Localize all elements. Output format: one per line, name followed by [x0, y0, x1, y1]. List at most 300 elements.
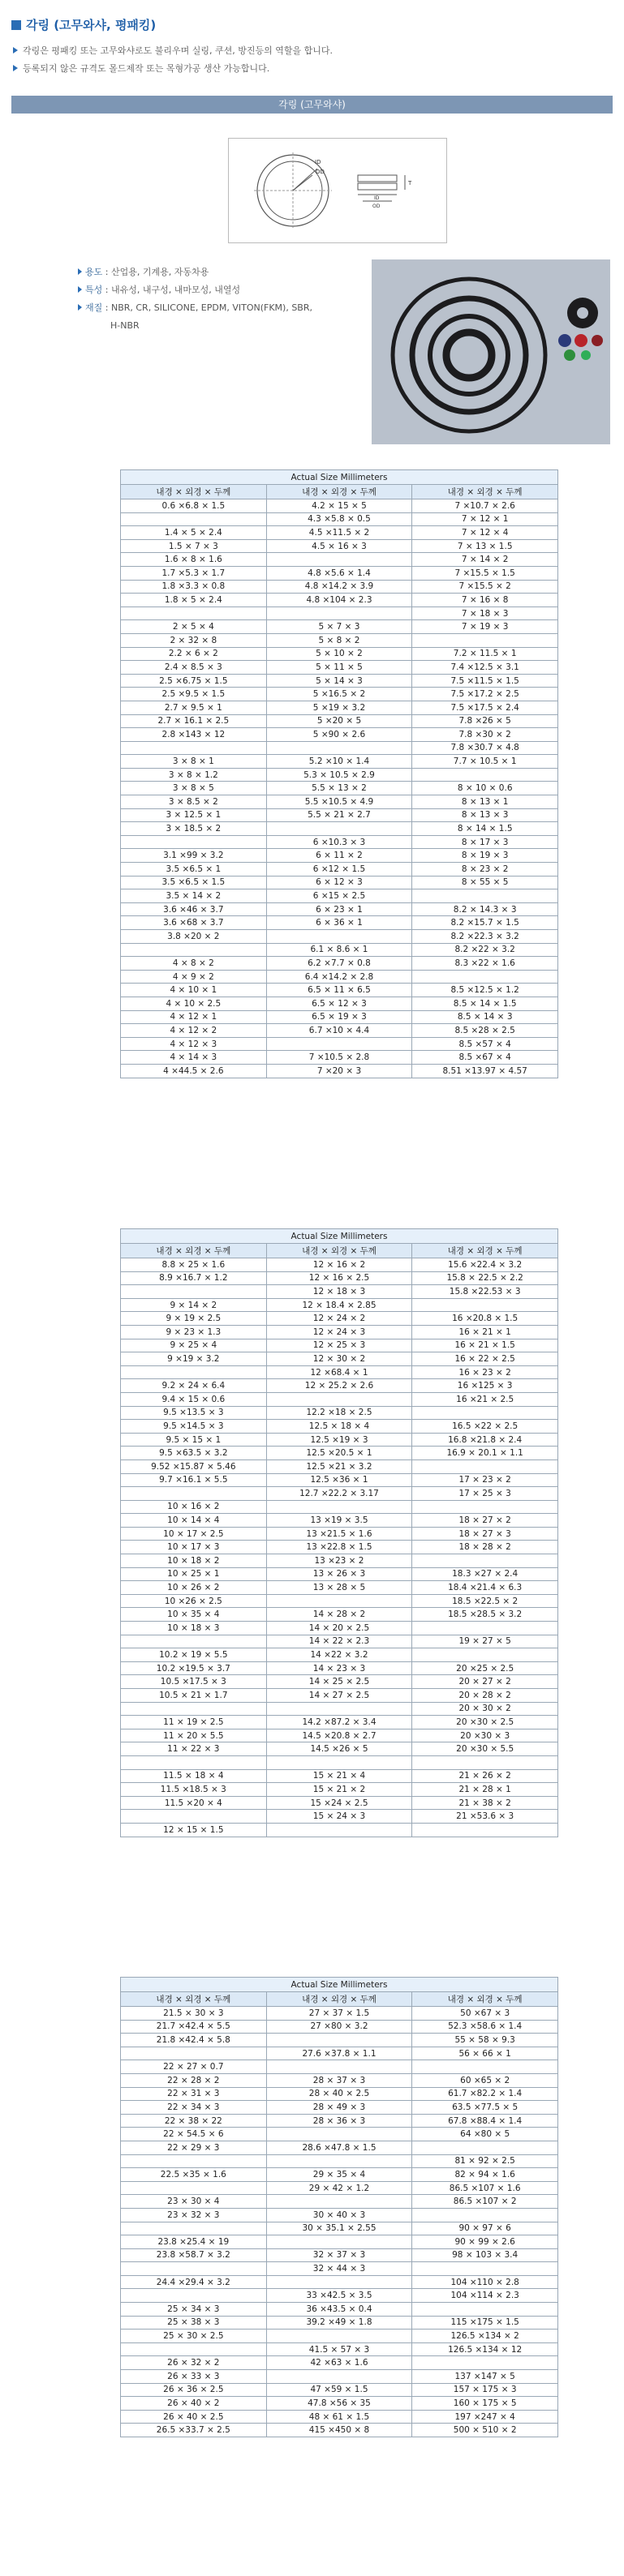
table-cell: 5 × 8 × 2	[266, 633, 412, 647]
table-cell: 3 × 8 × 5	[121, 782, 267, 795]
table-cell: 10 × 18 × 3	[121, 1622, 267, 1635]
table-cell: 6 × 11 × 2	[266, 849, 412, 863]
table-cell: 4 × 9 × 2	[121, 970, 267, 984]
table-cell	[121, 943, 267, 957]
table-row	[121, 1594, 558, 1608]
table-cell: 10.5 ×17.5 × 3	[121, 1675, 267, 1689]
table-cell: 5 × 14 × 3	[266, 674, 412, 688]
table-cell: 23 × 32 × 3	[121, 2208, 267, 2222]
spec-list	[78, 264, 312, 335]
table-row	[121, 1810, 558, 1824]
table-cell: 26 × 33 × 3	[121, 2370, 267, 2384]
table-cell: 14 × 27 × 2.5	[266, 1689, 412, 1703]
table-cell: 20 ×30 × 2.5	[412, 1716, 558, 1729]
table-cell: 22 × 54.5 × 6	[121, 2128, 267, 2141]
table-cell: 18 × 27 × 2	[412, 1514, 558, 1528]
table-cell	[266, 2370, 412, 2384]
table-row	[121, 2087, 558, 2101]
table-row	[121, 1420, 558, 1434]
table-caption: Actual Size Millimeters	[121, 1229, 558, 1244]
table-cell: 22 × 31 × 3	[121, 2087, 267, 2101]
table-row	[121, 1702, 558, 1716]
table-cell: 6.5 × 19 × 3	[266, 1010, 412, 1024]
table-cell: 8.5 ×67 × 4	[412, 1051, 558, 1065]
table-cell: 20 ×30 × 3	[412, 1729, 558, 1742]
table-row	[121, 2034, 558, 2047]
table-row	[121, 1406, 558, 1420]
table-row	[121, 768, 558, 782]
table-cell: 22 × 34 × 3	[121, 2101, 267, 2115]
table-cell: 5 ×90 × 2.6	[266, 728, 412, 742]
table-cell: 25 × 38 × 3	[121, 2316, 267, 2330]
table-cell: 11.5 × 18 × 4	[121, 1769, 267, 1783]
table-cell: 25 × 30 × 2.5	[121, 2330, 267, 2343]
table-cell: 8 × 10 × 0.6	[412, 782, 558, 795]
diagram-label-od: OD	[316, 169, 325, 175]
table-cell: 3.5 × 14 × 2	[121, 889, 267, 903]
table-cell: 6 ×15 × 2.5	[266, 889, 412, 903]
column-header: 내경 × 외경 × 두께	[412, 1244, 558, 1258]
table-cell: 10.2 × 19 × 5.5	[121, 1648, 267, 1662]
table-cell	[412, 1298, 558, 1312]
table-cell: 2 × 32 × 8	[121, 633, 267, 647]
table-row	[121, 661, 558, 675]
table-row	[121, 970, 558, 984]
table-cell: 50 ×67 × 3	[412, 2007, 558, 2021]
diagram-label-t: T	[408, 180, 412, 186]
table-row	[121, 943, 558, 957]
spec-item: 재질 : NBR, CR, SILICONE, EPDM, VITON(FKM), SBR,	[78, 299, 312, 317]
table-row	[121, 1024, 558, 1038]
table-row	[121, 1051, 558, 1065]
table-cell	[266, 1702, 412, 1716]
table-cell: 48 × 61 × 1.5	[266, 2410, 412, 2424]
table-cell: 7.8 ×30 × 2	[412, 728, 558, 742]
table-cell: 1.5 × 7 × 3	[121, 539, 267, 553]
table-cell: 18.4 ×21.4 × 6.3	[412, 1581, 558, 1595]
table-row	[121, 2330, 558, 2343]
table-cell: 5.5 ×10.5 × 4.9	[266, 795, 412, 809]
table-cell	[266, 822, 412, 836]
table-cell: 500 × 510 × 2	[412, 2424, 558, 2437]
table-row	[121, 2141, 558, 2154]
table-cell: 9.5 ×13.5 × 3	[121, 1406, 267, 1420]
table-cell	[121, 1755, 267, 1769]
table-row	[121, 2195, 558, 2209]
table-cell: 6.4 ×14.2 × 2.8	[266, 970, 412, 984]
table-cell: 15.8 ×22.53 × 3	[412, 1285, 558, 1299]
table-cell	[121, 2154, 267, 2168]
page-title-text: 각링 (고무와샤, 평패킹)	[26, 18, 157, 32]
table-row	[121, 1064, 558, 1078]
table-row	[121, 2154, 558, 2168]
table-cell: 15 ×24 × 2.5	[266, 1796, 412, 1810]
table-cell: 24.4 ×29.4 × 3.2	[121, 2275, 267, 2289]
table-row	[121, 1433, 558, 1447]
table-cell: 10.2 ×19.5 × 3.7	[121, 1661, 267, 1675]
table-cell: 86.5 ×107 × 1.6	[412, 2181, 558, 2195]
table-cell	[121, 606, 267, 620]
table-cell: 28 × 40 × 2.5	[266, 2087, 412, 2101]
table-cell: 6 ×10.3 × 3	[266, 835, 412, 849]
table-cell: 14.2 ×87.2 × 3.4	[266, 1716, 412, 1729]
table-cell: 27 × 37 × 1.5	[266, 2007, 412, 2021]
table-cell: 6 × 23 × 1	[266, 902, 412, 916]
table-cell: 20 × 27 × 2	[412, 1675, 558, 1689]
table-cell: 41.5 × 57 × 3	[266, 2342, 412, 2356]
table-cell: 3 × 8.5 × 2	[121, 795, 267, 809]
table-cell: 12 × 24 × 2	[266, 1312, 412, 1326]
table-cell: 5.5 × 21 × 2.7	[266, 808, 412, 822]
table-cell: 4.8 ×104 × 2.3	[266, 594, 412, 607]
table-row	[121, 1541, 558, 1554]
table-cell: 7 × 12 × 1	[412, 512, 558, 526]
table-row	[121, 1554, 558, 1568]
table-cell: 11.5 ×18.5 × 3	[121, 1783, 267, 1797]
table-cell: 67.8 ×88.4 × 1.4	[412, 2114, 558, 2128]
column-header: 내경 × 외경 × 두께	[121, 1992, 267, 2007]
intro-notes	[13, 42, 333, 78]
table-cell: 12 × 16 × 2	[266, 1258, 412, 1272]
table-cell: 10 × 17 × 2.5	[121, 1527, 267, 1541]
table-cell	[266, 2195, 412, 2209]
table-cell	[412, 1500, 558, 1514]
table-row	[121, 1581, 558, 1595]
table-cell: 52.3 ×58.6 × 1.4	[412, 2020, 558, 2034]
table-cell: 21.5 × 30 × 3	[121, 2007, 267, 2021]
table-cell: 29 × 42 × 1.2	[266, 2181, 412, 2195]
table-cell: 16 ×125 × 3	[412, 1379, 558, 1393]
table-cell: 10.5 × 21 × 1.7	[121, 1689, 267, 1703]
table-cell: 160 × 175 × 5	[412, 2397, 558, 2411]
table-cell: 6 × 36 × 1	[266, 916, 412, 930]
table-cell: 21.7 ×42.4 × 5.5	[121, 2020, 267, 2034]
table-row	[121, 2101, 558, 2115]
table-cell: 13 × 26 × 3	[266, 1567, 412, 1581]
table-row	[121, 1339, 558, 1352]
table-cell: 3.5 ×6.5 × 1.5	[121, 876, 267, 889]
table-cell: 32 × 44 × 3	[266, 2262, 412, 2276]
table-cell: 7 × 12 × 4	[412, 526, 558, 540]
table-cell: 115 ×175 × 1.5	[412, 2316, 558, 2330]
table-cell: 3.1 ×99 × 3.2	[121, 849, 267, 863]
table-row	[121, 2370, 558, 2384]
table-row	[121, 714, 558, 728]
table-cell: 12.2 ×18 × 2.5	[266, 1406, 412, 1420]
table-cell: 7 × 18 × 3	[412, 606, 558, 620]
table-cell	[121, 2289, 267, 2303]
table-cell: 6 × 12 × 3	[266, 876, 412, 889]
table-cell: 12.5 × 18 × 4	[266, 1420, 412, 1434]
table-cell: 4 × 8 × 2	[121, 957, 267, 971]
table-cell: 3.8 ×20 × 2	[121, 930, 267, 944]
table-row	[121, 2303, 558, 2317]
table-header-row	[121, 1244, 558, 1258]
table-cell: 3.6 ×68 × 3.7	[121, 916, 267, 930]
table-row	[121, 957, 558, 971]
table-row	[121, 849, 558, 863]
table-row	[121, 1010, 558, 1024]
table-row	[121, 1473, 558, 1487]
table-row	[121, 1567, 558, 1581]
table-row	[121, 539, 558, 553]
table-cell: 11.5 ×20 × 4	[121, 1796, 267, 1810]
table-header-row	[121, 1992, 558, 2007]
table-cell: 33 ×42.5 × 3.5	[266, 2289, 412, 2303]
table-cell: 12 × 25 × 3	[266, 1339, 412, 1352]
table-cell: 9.7 ×16.1 × 5.5	[121, 1473, 267, 1487]
spec-item-continued: H-NBR	[110, 320, 140, 331]
table-cell: 8.2 ×22 × 3.2	[412, 943, 558, 957]
table-cell: 18.3 ×27 × 2.4	[412, 1567, 558, 1581]
table-cell	[412, 2303, 558, 2317]
table-cell: 8.2 × 14.3 × 3	[412, 902, 558, 916]
table-cell: 7.8 ×26 × 5	[412, 714, 558, 728]
table-row	[121, 1716, 558, 1729]
table-cell	[412, 1823, 558, 1837]
table-row	[121, 930, 558, 944]
table-cell: 126.5 ×134 × 2	[412, 2330, 558, 2343]
table-cell: 16.5 ×22 × 2.5	[412, 1420, 558, 1434]
table-row	[121, 1622, 558, 1635]
table-cell: 9.4 × 15 × 0.6	[121, 1392, 267, 1406]
table-cell: 10 × 25 × 1	[121, 1567, 267, 1581]
table-cell: 15 × 21 × 4	[266, 1769, 412, 1783]
table-row	[121, 2168, 558, 2182]
table-cell: 13 ×22.8 × 1.5	[266, 1541, 412, 1554]
diagram-label-id: ID	[315, 159, 321, 165]
table-cell: 27.6 ×37.8 × 1.1	[266, 2047, 412, 2060]
table-cell	[412, 1755, 558, 1769]
table-row	[121, 1608, 558, 1622]
table-row	[121, 2356, 558, 2370]
table-cell	[266, 2275, 412, 2289]
table-cell: 32 × 37 × 3	[266, 2248, 412, 2262]
table-cell: 6 ×12 × 1.5	[266, 863, 412, 877]
size-table-3	[120, 1977, 558, 2437]
table-caption: Actual Size Millimeters	[121, 470, 558, 485]
table-cell: 21 × 28 × 1	[412, 1783, 558, 1797]
table-row	[121, 741, 558, 755]
product-photo	[372, 259, 610, 444]
table-row	[121, 633, 558, 647]
column-header: 내경 × 외경 × 두께	[121, 1244, 267, 1258]
column-header: 내경 × 외경 × 두께	[266, 485, 412, 499]
table-cell	[266, 553, 412, 567]
triangle-bullet-icon	[78, 268, 82, 275]
table-cell	[121, 1487, 267, 1501]
table-cell: 90 × 99 × 2.6	[412, 2235, 558, 2249]
table-cell: 157 × 175 × 3	[412, 2383, 558, 2397]
table-row	[121, 1037, 558, 1051]
table-cell	[266, 2128, 412, 2141]
table-cell: 16 × 21 × 1.5	[412, 1339, 558, 1352]
table-cell	[266, 606, 412, 620]
table-cell	[266, 741, 412, 755]
table-cell: 5 ×16.5 × 2	[266, 688, 412, 701]
table-cell: 2 × 5 × 4	[121, 620, 267, 634]
table-row	[121, 1635, 558, 1648]
triangle-bullet-icon	[13, 65, 18, 71]
table-caption: Actual Size Millimeters	[121, 1978, 558, 1992]
intro-line: 등록되지 않은 규격도 몰드제작 또는 목형가공 생산 가능합니다.	[13, 60, 333, 78]
table-cell: 9.5 ×63.5 × 3.2	[121, 1447, 267, 1460]
table-row	[121, 1661, 558, 1675]
table-cell: 81 × 92 × 2.5	[412, 2154, 558, 2168]
table-row	[121, 1258, 558, 1272]
table-cell	[412, 768, 558, 782]
table-cell: 18.5 ×22.5 × 2	[412, 1594, 558, 1608]
table-cell: 26 × 40 × 2.5	[121, 2410, 267, 2424]
table-cell: 30 × 35.1 × 2.55	[266, 2222, 412, 2235]
table-cell	[121, 2181, 267, 2195]
table-row	[121, 2020, 558, 2034]
table-cell: 7.5 ×17.5 × 2.4	[412, 701, 558, 714]
table-cell: 5 × 7 × 3	[266, 620, 412, 634]
table-cell: 12.5 ×36 × 1	[266, 1473, 412, 1487]
table-cell: 18 × 27 × 3	[412, 1527, 558, 1541]
table-cell	[412, 889, 558, 903]
table-cell: 9 × 14 × 2	[121, 1298, 267, 1312]
table-cell: 8 × 19 × 3	[412, 849, 558, 863]
table-row	[121, 1379, 558, 1393]
table-cell	[412, 2208, 558, 2222]
table-cell: 12.5 ×21 × 3.2	[266, 1459, 412, 1473]
table-cell: 18 × 28 × 2	[412, 1541, 558, 1554]
table-cell	[121, 1702, 267, 1716]
table-cell: 82 × 94 × 1.6	[412, 2168, 558, 2182]
table-cell: 7.5 ×11.5 × 1.5	[412, 674, 558, 688]
table-cell: 4.5 ×11.5 × 2	[266, 526, 412, 540]
table-cell: 11 × 19 × 2.5	[121, 1716, 267, 1729]
table-cell: 20 × 28 × 2	[412, 1689, 558, 1703]
table-row	[121, 2262, 558, 2276]
table-cell: 8 × 17 × 3	[412, 835, 558, 849]
table-cell: 2.5 ×9.5 × 1.5	[121, 688, 267, 701]
triangle-bullet-icon	[13, 47, 18, 54]
table-row	[121, 808, 558, 822]
table-cell: 104 ×110 × 2.8	[412, 2275, 558, 2289]
table-cell	[412, 1622, 558, 1635]
table-row	[121, 2275, 558, 2289]
table-cell: 1.6 × 8 × 1.6	[121, 553, 267, 567]
table-cell: 20 ×25 × 2.5	[412, 1661, 558, 1675]
table-cell: 21 × 26 × 2	[412, 1769, 558, 1783]
table-cell: 21 × 38 × 2	[412, 1796, 558, 1810]
table-cell: 6.1 × 8.6 × 1	[266, 943, 412, 957]
table-cell: 28 × 37 × 3	[266, 2073, 412, 2087]
table-cell	[266, 1594, 412, 1608]
table-cell: 28 × 36 × 3	[266, 2114, 412, 2128]
table-row	[121, 1500, 558, 1514]
table-cell	[266, 2330, 412, 2343]
table-cell: 12 × 30 × 2	[266, 1352, 412, 1366]
table-cell: 4 × 10 × 1	[121, 984, 267, 997]
table-row	[121, 795, 558, 809]
table-cell: 8.5 × 14 × 3	[412, 1010, 558, 1024]
table-row	[121, 835, 558, 849]
table-row	[121, 2397, 558, 2411]
table-row	[121, 1742, 558, 1756]
table-row	[121, 647, 558, 661]
table-cell: 90 × 97 × 6	[412, 2222, 558, 2235]
table-cell	[412, 1406, 558, 1420]
table-cell: 8.3 ×22 × 1.6	[412, 957, 558, 971]
title-bullet-icon	[11, 20, 21, 30]
table-row	[121, 499, 558, 513]
table-cell: 6.2 ×7.7 × 0.8	[266, 957, 412, 971]
triangle-bullet-icon	[78, 286, 82, 293]
table-row	[121, 1447, 558, 1460]
table-row	[121, 594, 558, 607]
table-cell: 42 ×63 × 1.6	[266, 2356, 412, 2370]
table-row	[121, 1648, 558, 1662]
table-row	[121, 526, 558, 540]
table-cell: 2.7 × 9.5 × 1	[121, 701, 267, 714]
table-cell: 3 × 18.5 × 2	[121, 822, 267, 836]
table-cell: 98 × 103 × 3.4	[412, 2248, 558, 2262]
table-row	[121, 2181, 558, 2195]
table-cell: 10 × 17 × 3	[121, 1541, 267, 1554]
table-cell: 4 ×44.5 × 2.6	[121, 1064, 267, 1078]
table-row	[121, 553, 558, 567]
table-cell: 8.2 ×22.3 × 3.2	[412, 930, 558, 944]
table-row	[121, 1796, 558, 1810]
table-cell: 9 × 19 × 2.5	[121, 1312, 267, 1326]
table-cell: 8.9 ×16.7 × 1.2	[121, 1271, 267, 1285]
table-caption-row	[121, 470, 558, 485]
table-cell: 25 × 34 × 3	[121, 2303, 267, 2317]
table-row	[121, 566, 558, 580]
table-cell: 3 × 8 × 1.2	[121, 768, 267, 782]
table-cell: 8.5 × 14 × 1.5	[412, 997, 558, 1010]
table-cell: 5 ×19 × 3.2	[266, 701, 412, 714]
table-cell: 4.8 ×14.2 × 3.9	[266, 580, 412, 594]
table-row	[121, 1769, 558, 1783]
table-row	[121, 1527, 558, 1541]
table-cell: 55 × 58 × 9.3	[412, 2034, 558, 2047]
table-cell: 12 × 18.4 × 2.85	[266, 1298, 412, 1312]
table-cell: 9 ×19 × 3.2	[121, 1352, 267, 1366]
table-cell: 8.2 ×15.7 × 1.5	[412, 916, 558, 930]
table-cell: 9.5 ×14.5 × 3	[121, 1420, 267, 1434]
table-cell: 7.8 ×30.7 × 4.8	[412, 741, 558, 755]
table-cell: 137 ×147 × 5	[412, 2370, 558, 2384]
table-row	[121, 688, 558, 701]
table-row	[121, 1298, 558, 1312]
table-cell: 13 ×21.5 × 1.6	[266, 1527, 412, 1541]
table-cell: 20 ×30 × 5.5	[412, 1742, 558, 1756]
table-row	[121, 2208, 558, 2222]
table-cell: 12.7 ×22.2 × 3.17	[266, 1487, 412, 1501]
table-cell: 4 × 12 × 2	[121, 1024, 267, 1038]
table-cell: 12 × 25.2 × 2.6	[266, 1379, 412, 1393]
table-cell: 9.5 × 15 × 1	[121, 1433, 267, 1447]
table-row	[121, 728, 558, 742]
table-cell: 3.6 ×46 × 3.7	[121, 902, 267, 916]
table-row	[121, 1689, 558, 1703]
table-row	[121, 984, 558, 997]
table-cell: 5 ×20 × 5	[266, 714, 412, 728]
table-cell: 22 × 27 × 0.7	[121, 2060, 267, 2074]
table-cell: 18.5 ×28.5 × 3.2	[412, 1608, 558, 1622]
table-cell: 17 × 25 × 3	[412, 1487, 558, 1501]
table-cell: 12 × 24 × 3	[266, 1325, 412, 1339]
table-cell: 9.2 × 24 × 6.4	[121, 1379, 267, 1393]
table-cell: 16 ×21 × 2.5	[412, 1392, 558, 1406]
table-cell: 10 × 35 × 4	[121, 1608, 267, 1622]
table-row	[121, 902, 558, 916]
